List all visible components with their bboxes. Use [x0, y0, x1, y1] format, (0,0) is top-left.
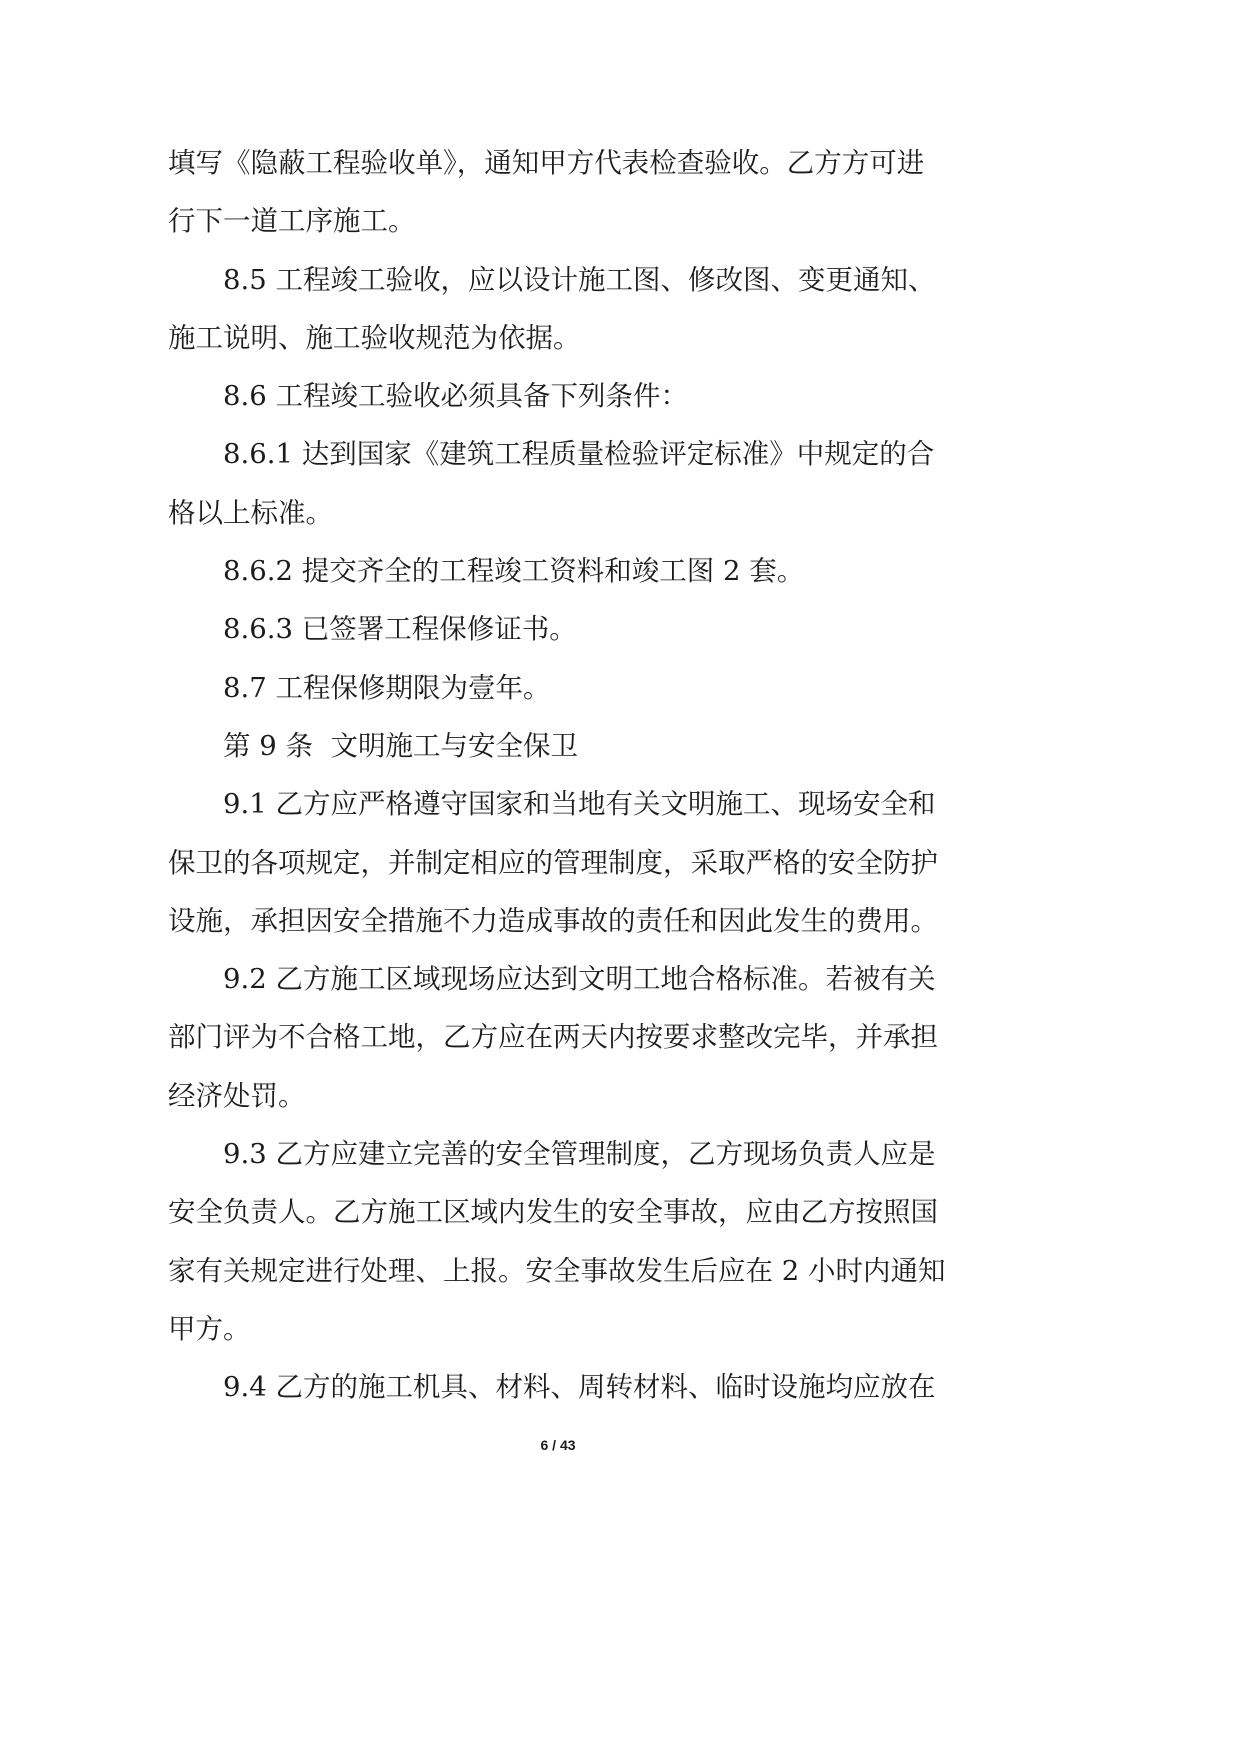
text-line: 填写《隐蔽工程验收单》，通知甲方代表检查验收。乙方方可进: [168, 147, 925, 179]
paragraph-continuation: [168, 134, 1028, 251]
paragraph-9-4: [168, 1358, 1028, 1416]
text-line: 9.3 乙方应建立完善的安全管理制度，乙方现场负责人应是: [223, 1138, 936, 1171]
text-line: 8.5 工程竣工验收，应以设计施工图、修改图、变更通知、: [223, 263, 936, 296]
paragraph-8-6-3: [168, 600, 1028, 658]
text-line: 部门评为不合格工地，乙方应在两天内按要求整改完毕，并承担: [168, 1021, 938, 1054]
page-number: 6 / 43: [540, 1437, 576, 1453]
document-body: [168, 134, 1028, 1417]
text-line: 甲方。: [168, 1312, 251, 1345]
text-line: 设施，承担因安全措施不力造成事故的责任和因此发生的费用。: [168, 904, 938, 937]
text-line: 经济处罚。: [168, 1079, 306, 1112]
text-line: 9.1 乙方应严格遵守国家和当地有关文明施工、现场安全和: [223, 788, 936, 821]
text-line: 保卫的各项规定，并制定相应的管理制度，采取严格的安全防护: [168, 846, 938, 879]
paragraph-8-6-1: [168, 425, 1028, 542]
text-line: 施工说明、施工验收规范为依据。: [168, 321, 581, 354]
text-line: 8.7 工程保修期限为壹年。: [223, 671, 551, 704]
paragraph-9-3: [168, 1125, 1028, 1358]
text-line: 家有关规定进行处理、上报。安全事故发生后应在 2 小时内通知: [168, 1254, 946, 1287]
paragraph-8-6-2: [168, 542, 1028, 600]
text-line: 9.2 乙方施工区域现场应达到文明工地合格标准。若被有关: [223, 963, 936, 996]
text-line: 9.4 乙方的施工机具、材料、周转材料、临时设施均应放在: [223, 1371, 936, 1404]
paragraph-9-1: [168, 775, 1028, 950]
paragraph-8-5: [168, 251, 1028, 368]
text-line: 格以上标准。: [168, 496, 333, 529]
text-line: 8.6 工程竣工验收必须具备下列条件：: [223, 380, 688, 413]
text-line: 8.6.3 已签署工程保修证书。: [223, 613, 577, 646]
text-line: 8.6.2 提交齐全的工程竣工资料和竣工图 2 套。: [223, 555, 805, 588]
text-line: 行下一道工序施工。: [168, 205, 416, 238]
text-line: 8.6.1 达到国家《建筑工程质量检验评定标准》中规定的合: [223, 438, 935, 471]
paragraph-9-2: [168, 950, 1028, 1125]
section-heading-article-9: [168, 717, 1028, 775]
section-heading: 第 9 条 文明施工与安全保卫: [223, 729, 578, 762]
paragraph-8-6: [168, 367, 1028, 425]
paragraph-8-7: [168, 659, 1028, 717]
text-line: 安全负责人。乙方施工区域内发生的安全事故，应由乙方按照国: [168, 1196, 938, 1229]
